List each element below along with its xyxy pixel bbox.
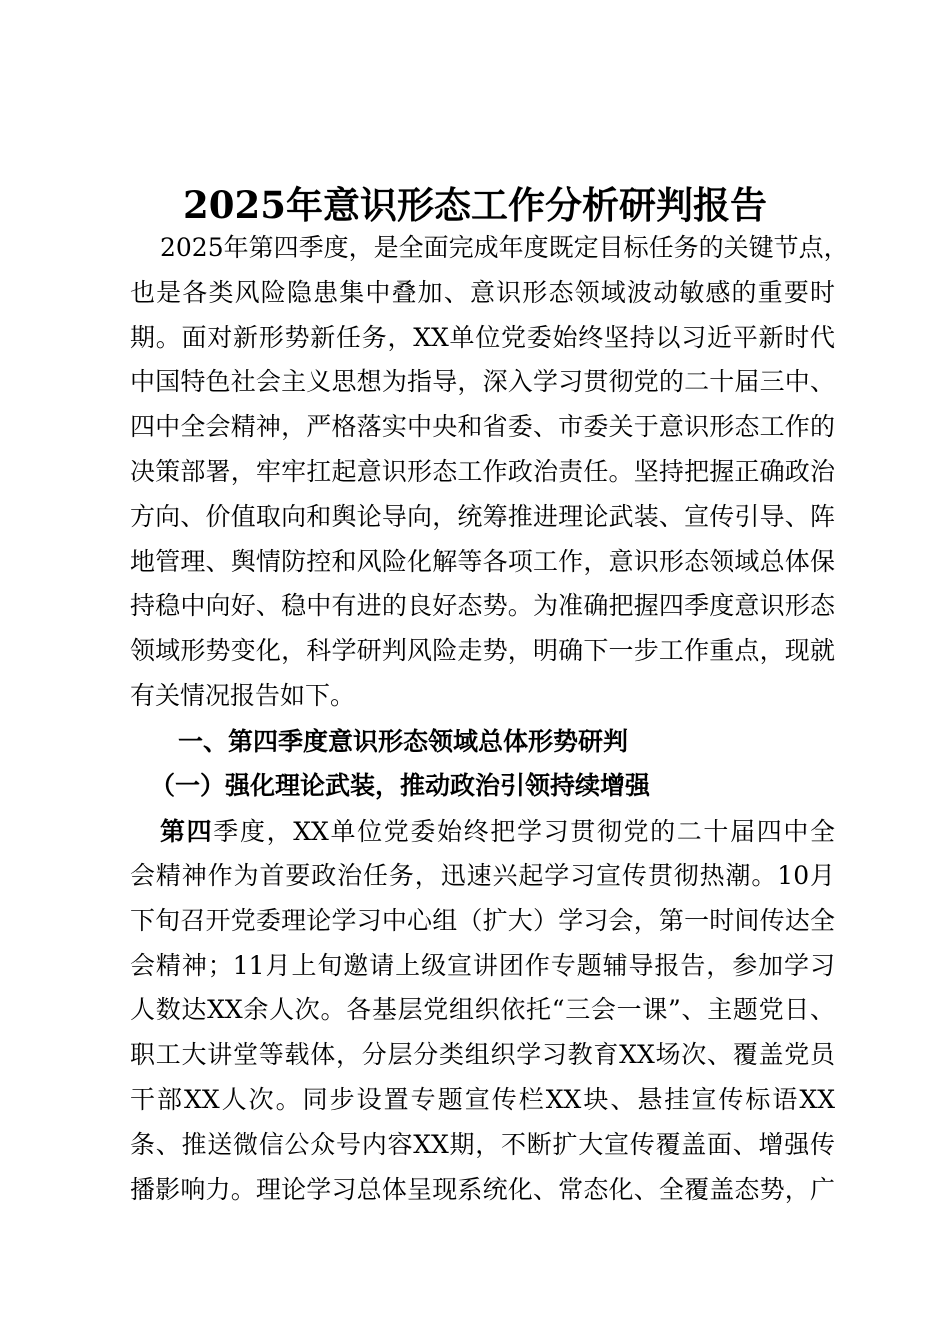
text-line: 决策部署，牢牢扛起意识形态工作政治责任。坚持把握正确政治 bbox=[130, 457, 835, 486]
text-line: 领域形势变化，科学研判风险走势，明确下一步工作重点，现就 bbox=[130, 636, 835, 666]
text-line: 会精神作为首要政治任务，迅速兴起学习宣传贯彻热潮。10月 bbox=[130, 861, 835, 890]
document-title: 2025年意识形态工作分析研判报告 bbox=[183, 183, 767, 227]
bold-lead: 第四 bbox=[160, 817, 214, 846]
text-line: 职工大讲堂等载体，分层分类组织学习教育XX场次、覆盖党员 bbox=[130, 1040, 835, 1070]
text-line: 持稳中向好、稳中有进的良好态势。为准确把握四季度意识形态 bbox=[130, 591, 835, 621]
text-line: 四中全会精神，严格落实中央和省委、市委关于意识形态工作的 bbox=[130, 412, 835, 442]
text-line: 有关情况报告如下。 bbox=[130, 681, 356, 710]
text-line: 下旬召开党委理论学习中心组（扩大）学习会，第一时间传达全 bbox=[130, 905, 835, 935]
text-line: 会精神；11月上旬邀请上级宣讲团作专题辅导报告，参加学习 bbox=[130, 950, 835, 980]
text-line: 播影响力。理论学习总体呈现系统化、常态化、全覆盖态势，广 bbox=[130, 1174, 835, 1204]
text-line: 2025年第四季度，是全面完成年度既定目标任务的关键节点， bbox=[160, 233, 849, 262]
section1-first-line bbox=[160, 816, 835, 848]
section-heading-1: 一、第四季度意识形态领域总体形势研判 bbox=[178, 727, 629, 756]
subsection-heading-1: （一）强化理论武装，推动政治引领持续增强 bbox=[150, 771, 651, 800]
text-line: 地管理、舆情防控和风险化解等各项工作，意识形态领域总体保 bbox=[130, 546, 835, 576]
text-line: 干部XX人次。同步设置专题宣传栏XX块、悬挂宣传标语XX bbox=[130, 1085, 835, 1114]
first-line-text: 季度，XX单位党委始终把学习贯彻党的二十届四中全 bbox=[213, 817, 835, 846]
text-line: 期。面对新形势新任务，XX单位党委始终坚持以习近平新时代 bbox=[130, 322, 835, 352]
text-line: 也是各类风险隐患集中叠加、意识形态领域波动敏感的重要时 bbox=[130, 277, 835, 307]
text-line: 人数达XX余人次。各基层党组织依托“三会一课”、主题党日、 bbox=[130, 995, 835, 1025]
text-line: 中国特色社会主义思想为指导，深入学习贯彻党的二十届三中、 bbox=[130, 367, 835, 397]
text-line: 条、推送微信公众号内容XX期，不断扩大宣传覆盖面、增强传 bbox=[130, 1129, 835, 1159]
text-line: 方向、价值取向和舆论导向，统筹推进理论武装、宣传引导、阵 bbox=[130, 501, 835, 531]
